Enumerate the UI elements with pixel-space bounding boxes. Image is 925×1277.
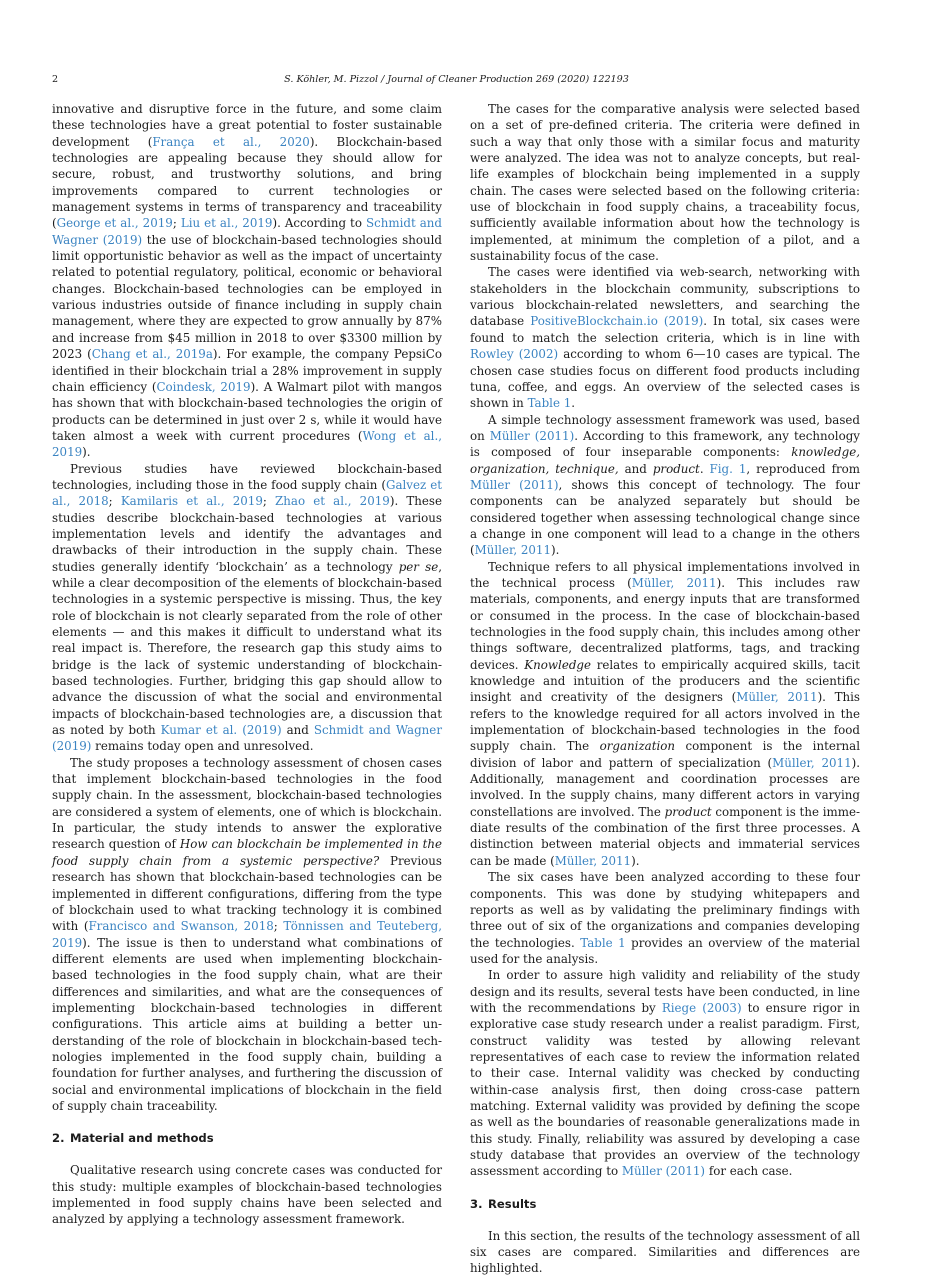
citation-link[interactable]: Coindesk, 2019 (156, 379, 251, 394)
body-paragraph: Previous studies have reviewed blockchain-based technologies, including those in the food supply chain (Galvez et al., 2018; Kamilaris et al., 2019; Zhao et al., 2019). These studies describe blockchain-based technologies at various implementation levels and identify the advantages and drawbacks of their introduction in the supply chain. These studies generally identify ‘blockchain’ as a technology per se, while a clear decomposition of the elements of blockchain-based technologies in a systemic perspective is missing. Thus, the key role of blockchain is not clearly separated from the role of other elements — and this makes it difficult to understand what its real impact is. Therefore, the research gap this study aims to bridge is the lack of systemic understanding of blockchain-based technologies. Further, bridging this gap should allow to advance the discussion of what the social and environmental impacts of blockchain-based technologies are, a discussion that as noted by both Kumar et al. (2019) and Schmidt and Wagner (2019) remains today open and unresolved. (52, 461, 442, 754)
body-paragraph: A simple technology assessment framework was used, based on Müller (2011). According to this framework, any technology is composed of four inseparable components: knowledge, organization, technique, and product. Fig. 1, reproduced from Müller (2011), shows this concept of technology. The four components can be analyzed separately but should be considered together when assessing technological change since a change in one component will lead to a change in the others (Müller, 2011). (470, 412, 860, 558)
body-paragraph: Qualitative research using concrete cases was conducted for this study: multiple examples of blockchain-based technologies implemented in food supply chains have been selected and analyzed by applying a technology assessment framework. (52, 1163, 442, 1227)
body-paragraph: The six cases have been analyzed according to these four components. This was done by studying whitepapers and reports as well as by validating the preliminary findings with three out of six of the organizations and companies developing the technologies. Table 1 provides an overview of the material used for the analysis. (470, 870, 861, 966)
citation-link[interactable]: Tönnissen and Teuteberg, 2019 (52, 919, 442, 950)
citation-link[interactable]: Francisco and Swanson, (88, 919, 239, 934)
running-title: S. Köhler, M. Pizzol / Journal of Cleaner Production 269 (2020) 122193 (284, 74, 629, 85)
citation-link[interactable]: Rowley (2002) (470, 347, 559, 362)
citation-link[interactable]: PositiveBlockchain.io (2019) (530, 314, 704, 329)
section-heading: 2. Material and methods (52, 1131, 214, 1146)
citation-link[interactable]: George et al., 2019 (56, 216, 173, 231)
citation-link[interactable]: Zhao et al., 2019 (275, 494, 390, 509)
body-paragraph: In this section, the results of the technology assessment of all six cases are compared. Similarities and differences are highlighted. (470, 1228, 860, 1276)
citation-link[interactable]: Kumar et al. (2019) (160, 723, 282, 738)
citation-link[interactable]: Schmidt and Wagner (2019) (52, 216, 442, 247)
left-column (52, 101, 442, 1228)
citation-link[interactable]: Müller (2011) (621, 1164, 706, 1179)
citation-link[interactable]: Riege (2003) (661, 1000, 742, 1015)
citation-link[interactable]: 2011 (821, 755, 852, 770)
citation-link[interactable]: 2018 (243, 919, 274, 934)
table-link[interactable]: Table 1 (527, 396, 572, 411)
figure-link[interactable]: Fig. 1 (709, 461, 747, 476)
citation-link[interactable]: França et al., 2020 (152, 134, 310, 149)
right-column (470, 101, 860, 1277)
citation-link[interactable]: Müller, (772, 755, 815, 770)
body-paragraph: In order to assure high validity and reliability of the study design and its results, several tests have been conducted, in line with the recommendations by Riege (2003) to ensure rigor in explorative case study research under a realist paradigm. First, construct validity was tested by allowing relevant representatives of each case to review the information related to their case. Internal validity was checked by conducting within-case analysis first, then doing cross-case pattern matching. External validity was provided by defining the scope as well as the boundaries of reasonable generalizations made in this study. Finally, reliability was assured by developing a case study database that provides an overview of the technology assessment according to Müller (2011) for each case. (470, 968, 861, 1179)
section-heading: 3. Results (470, 1196, 537, 1211)
citation-link[interactable]: Chang et al., 2019a (91, 347, 213, 362)
citation-link[interactable]: Müller (2011) (470, 477, 559, 492)
citation-link[interactable]: Galvez et al., 2018 (52, 477, 442, 509)
body-paragraph: Technique refers to all physical implementations involved in the technical process (Müller, 2011). This includes raw materials, components, and energy inputs that are transformed or consumed in the process. In the case of blockchain-based technologies in the food supply chain, this includes among other things software, decentralized platforms, tags, and tracking devices. Knowledge relates to empirically acquired skills, tacit knowledge and intuition of the producers and the scientific insight and creativity of the designers (Müller, 2011). This refers to the knowledge required for all actors involved in the implementation of blockchain-based technologies in the food supply chain. The organization component is the internal division of labor and pattern of specialization (Müller, 2011). Additionally, management and coordination processes are involved. In the supply chains, many different actors in varying constellations are involved. The product component is the immediate results of the combination of the first three processes. A distinction between material objects and immaterial services can be made (Müller, 2011). (470, 559, 861, 868)
running-header (52, 73, 861, 87)
citation-link[interactable]: Müller, 2011 (631, 575, 717, 590)
citation-link[interactable]: Müller (2011) (489, 428, 575, 443)
citation-link[interactable]: Liu et al., 2019 (180, 216, 273, 231)
citation-link[interactable]: Wong et al., 2019 (52, 428, 442, 460)
citation-link[interactable]: Kamilaris et al., 2019 (120, 494, 263, 509)
citation-link[interactable]: Müller, 2011 (474, 543, 551, 558)
citation-link[interactable]: Müller, 2011 (736, 690, 818, 705)
citation-link[interactable]: Müller, 2011 (554, 853, 632, 868)
page-number: 2 (52, 74, 59, 85)
body-paragraph: The cases were identified via web-search, networking with stakeholders in the blockchain community, subscriptions to various blockchain-related newsletters, and searching the database PositiveBlockchain.io (2019). In total, six cases were found to match the selection criteria, which is in line with Rowley (2002) according to whom 6—10 cases are typical. The chosen case studies focus on different food products including tuna, coffee, and eggs. An overview of the selected cases is shown in Table 1. (470, 265, 860, 411)
table-link[interactable]: Table 1 (580, 935, 626, 950)
body-paragraph: The study proposes a technology assessment of chosen cases that implement blockchain-based technologies in the food supply chain. In the assessment, blockchain-based technologies are considered a system of elements, one of which is blockchain. In particular, the study intends to answer the explorative research question of How can blockchain be implemented in the food supply chain from a systemic perspective? Previous research has shown that blockchain-based technologies can be implemented in different configurations, differing from the type of blockchain used to what tracking technology it is combined with (Francisco and Swanson, 2018; Tönnissen and Teuteberg, 2019). The issue is then to understand what combinations of different elements are used when implementing blockchain-based technologies in the food supply chain, what are their differences and similarities, and what are the consequences of implementing blockchain-based technologies in different configurations. This article aims at building a better understanding of the role of blockchain in blockchain-based technologies implemented in the food supply chain, building a foundation for further analyses, and furthering the discussion of social and environmental implications of blockchain in the field of supply chain traceability. (52, 755, 443, 1113)
citation-link[interactable]: Schmidt and Wagner (2019) (52, 723, 442, 754)
body-paragraph: innovative and disruptive force in the future, and some claim these technologies have a great potential to foster sustainable development (França et al., 2020). Blockchain-based technologies are appealing because they should allow for secure, robust, and trustworthy solutions, and bring improvements compared to current technologies or management systems in terms of transparency and traceability (George et al., 2019; Liu et al., 2019). According to Schmidt and Wagner (2019) the use of blockchain-based technologies should limit opportunistic behavior as well as the impact of uncertainty related to potential regulatory, political, economic or behavioral changes. Blockchain-based technologies can be employed in various industries outside of finance including in supply chain management, where they are expected to grow annually by 87% and increase from $45 million in 2018 to over $3300 million by 2023 (Chang et al., 2019a). For example, the company PepsiCo identified in their blockchain trial a 28% improvement in supply chain efficiency (Coindesk, 2019). A Walmart pilot with mangos has shown that with blockchain-based technologies the origin of products can be determined in just over 2 s, while it would have taken almost a week with current procedures (Wong et al., 2019). (52, 102, 443, 460)
body-paragraph: The cases for the comparative analysis were selected based on a set of pre-defined criteria. The criteria were defined in such a way that only those with a similar focus and maturity were analyzed. The idea was not to analyze concepts, but real-life examples of blockchain being implemented in a supply chain. The cases were selected based on the following criteria: use of blockchain in food supply chains, a traceability focus, sufficiently available information about how the technology is implemented, at minimum the completion of a pilot, and a sustainability focus of the case. (470, 102, 860, 264)
